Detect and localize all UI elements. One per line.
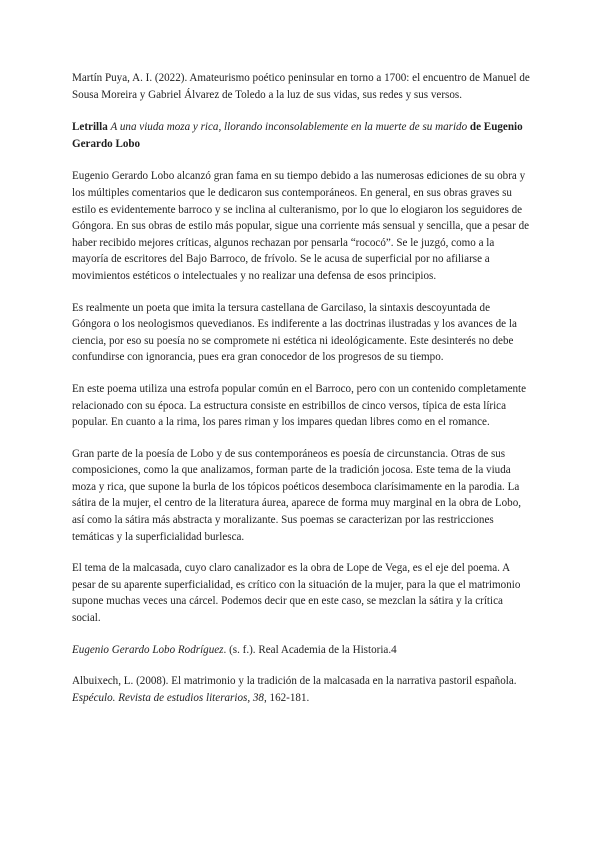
- reference-rah: [72, 642, 530, 659]
- paragraph-5: El tema de la malcasada, cuyo claro canalizador es la obra de Lope de Vega, es el eje del poema. A pesar de su aparente superficialidad, es crítico con la situación de la mujer, para la que el matrimonio supone muchas veces una cárcel. Podemos decir que en este caso, se mezclan la sátira y la crítica social.: [72, 562, 521, 625]
- heading-label: Letrilla: [72, 121, 108, 134]
- paragraph-3: En este poema utiliza una estrofa popular común en el Barroco, pero con un contenido completamente relacionado con su época. La estructura consiste en estribillos de cinco versos, típica de esta lírica popular. En cuanto a la rima, los pares riman y los impares quedan libres como en el romance.: [72, 382, 527, 429]
- reference-rah-title: Eugenio Gerardo Lobo Rodríguez: [72, 643, 224, 656]
- reference-albuixech: [72, 673, 530, 706]
- paragraph-1: Eugenio Gerardo Lobo alcanzó gran fama en su tiempo debido a las numerosas ediciones de su obra y los múltiples comentarios que le dedicaron sus contemporáneos. En general, en sus obras graves su estilo es evidentemente barroco y se inclina al culteranismo, por lo que lo elogiaron los seguidores de Góngora. En sus obras de estilo más popular, sigue una corriente más sensual y sencilla, que a pesar de haber recibido mejores críticas, algunos rechazan por pensarla “rococó”. Se le juzgó, como a la mayoría de escritores del Bajo Barroco, de frívolo. Se le acusa de superficial por no afiliarse a movimientos estéticos o intelectuales y no realizar una defensa de esos principios.: [72, 170, 530, 282]
- reference-albuixech-pages: , 162-181.: [263, 691, 310, 704]
- reference-rah-rest: . (s. f.). Real Academia de la Historia.4: [223, 643, 397, 656]
- paragraph-4: Gran parte de la poesía de Lobo y de sus contemporáneos es poesía de circunstancia. Otras de sus composiciones, como la que analizamos, forman parte de la tradición jocosa. Este tema de la viuda moza y rica, que supone la burla de los tópicos poéticos desemboca clarísimamente en la parodia. La sátira de la mujer, el centro de la literatura áurea, aparece de forma muy marginal en la obra de Lobo, así como la sátira más abstracta y moralizante. Sus poemas se caracterizan por las restricciones temáticas y la superficialidad burlesca.: [72, 447, 522, 543]
- paragraph-2: Es realmente un poeta que imita la tersura castellana de Garcilaso, la sintaxis descoyuntada de Góngora o los neologismos quevedianos. Es indiferente a las doctrinas ilustradas y los avances de la ciencia, por eso su poesía no se compromete ni estética ni ideológicamente. Este desinterés no debe confundirse con ignorancia, pues era gran conocedor de los progresos de su tiempo.: [72, 301, 517, 364]
- reference-albuixech-text: Albuixech, L. (2008). El matrimonio y la tradición de la malcasada en la narrativa pastoril española.: [72, 675, 517, 688]
- heading-author: de Eugenio Gerardo Lobo: [72, 121, 523, 150]
- poem-heading: [72, 119, 530, 152]
- heading-title: A una viuda moza y rica, llorando inconsolablemente en la muerte de su marido: [110, 121, 468, 134]
- reference-martin-puya: Martín Puya, A. I. (2022). Amateurismo poético peninsular en torno a 1700: el encuentro de Manuel de Sousa Moreira y Gabriel Álvarez de Toledo a la luz de sus vidas, sus redes y sus versos.: [72, 72, 530, 101]
- reference-albuixech-journal: Espéculo. Revista de estudios literarios, 38: [72, 691, 264, 704]
